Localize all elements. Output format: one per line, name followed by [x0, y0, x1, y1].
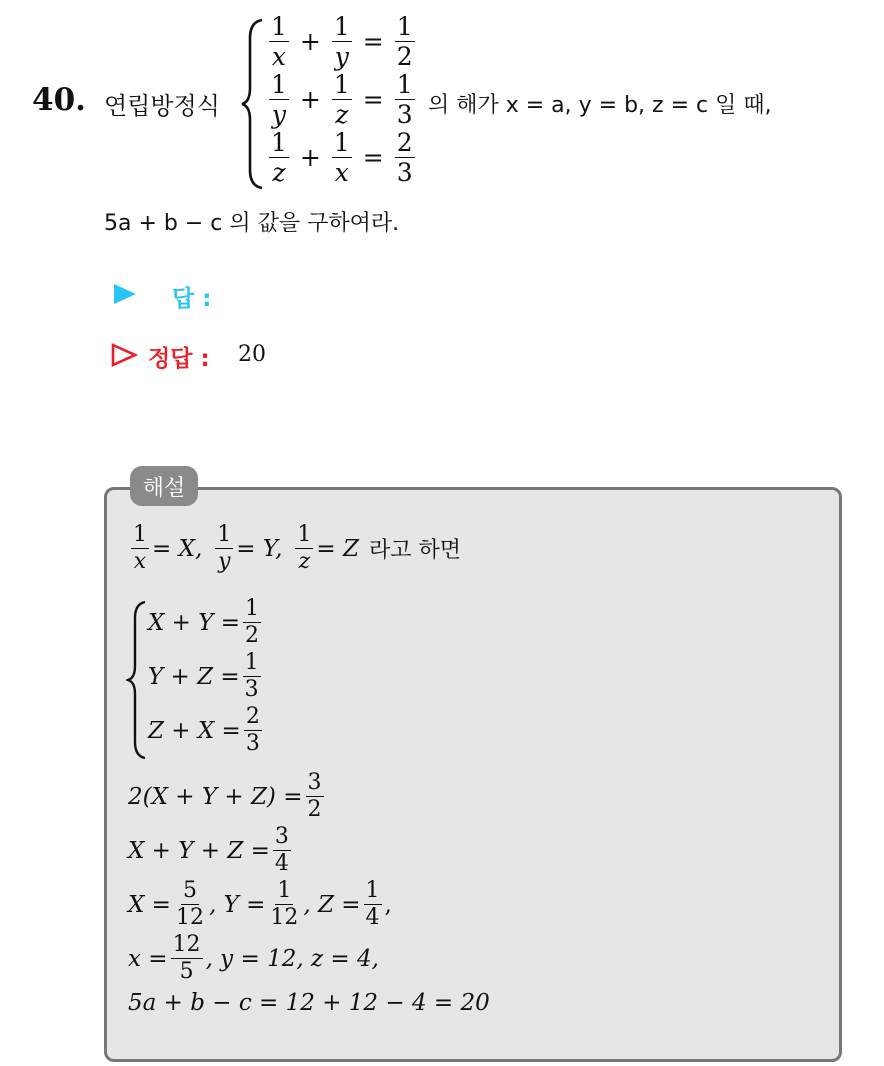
answer-play-icon: [112, 282, 138, 306]
question-suffix: 의 해가 x = a, y = b, z = c 일 때,: [428, 93, 772, 118]
correct-answer-icon: [110, 342, 138, 368]
solution-step-5: 5a + b − c = 12 + 12 − 4 = 20: [128, 990, 490, 1016]
answer-label: 답 :: [172, 286, 212, 312]
solution-step-3: X = $\frac{5}{12}$ , Y = $\frac{1}{12}$ , Z = $\frac{1}{4}$ ,: [128, 878, 392, 930]
solution-tab: 해설: [130, 466, 198, 506]
system-eq-1: $\frac{1}{x}$ + $\frac{1}{y}$ = $\frac{1}{2}$: [271, 12, 413, 71]
solution-system-2: Y + Z = $\frac{1}{3}$: [148, 650, 259, 702]
solution-substitution: $\frac{1}{x}$ = X, $\frac{1}{y}$ = Y, $\frac{1}{z}$ = Z 라고 하면: [133, 522, 461, 574]
question-prefix: 연립방정식: [104, 92, 220, 120]
question-line2: 5a + b − c 의 값을 구하여라.: [104, 211, 400, 236]
question-number: 40.: [32, 82, 86, 118]
system-eq-2: $\frac{1}{y}$ + $\frac{1}{z}$ = $\frac{1}{3}$: [271, 70, 413, 129]
system-brace: [240, 18, 266, 190]
solution-system-1: X + Y = $\frac{1}{2}$: [148, 596, 260, 648]
correct-answer-label: 정답 :: [148, 346, 210, 372]
solution-step-2: X + Y + Z = $\frac{3}{4}$: [128, 824, 289, 876]
solution-step-4: x = $\frac{12}{5}$ , y = 12, z = 4,: [128, 932, 379, 984]
solution-brace: [126, 600, 148, 760]
solution-system-3: Z + X = $\frac{2}{3}$: [148, 704, 260, 756]
system-eq-3: $\frac{1}{z}$ + $\frac{1}{x}$ = $\frac{2}{3}$: [271, 128, 413, 187]
solution-step-1: 2(X + Y + Z) = $\frac{3}{2}$: [128, 770, 322, 822]
correct-answer-value: 20: [238, 342, 266, 367]
